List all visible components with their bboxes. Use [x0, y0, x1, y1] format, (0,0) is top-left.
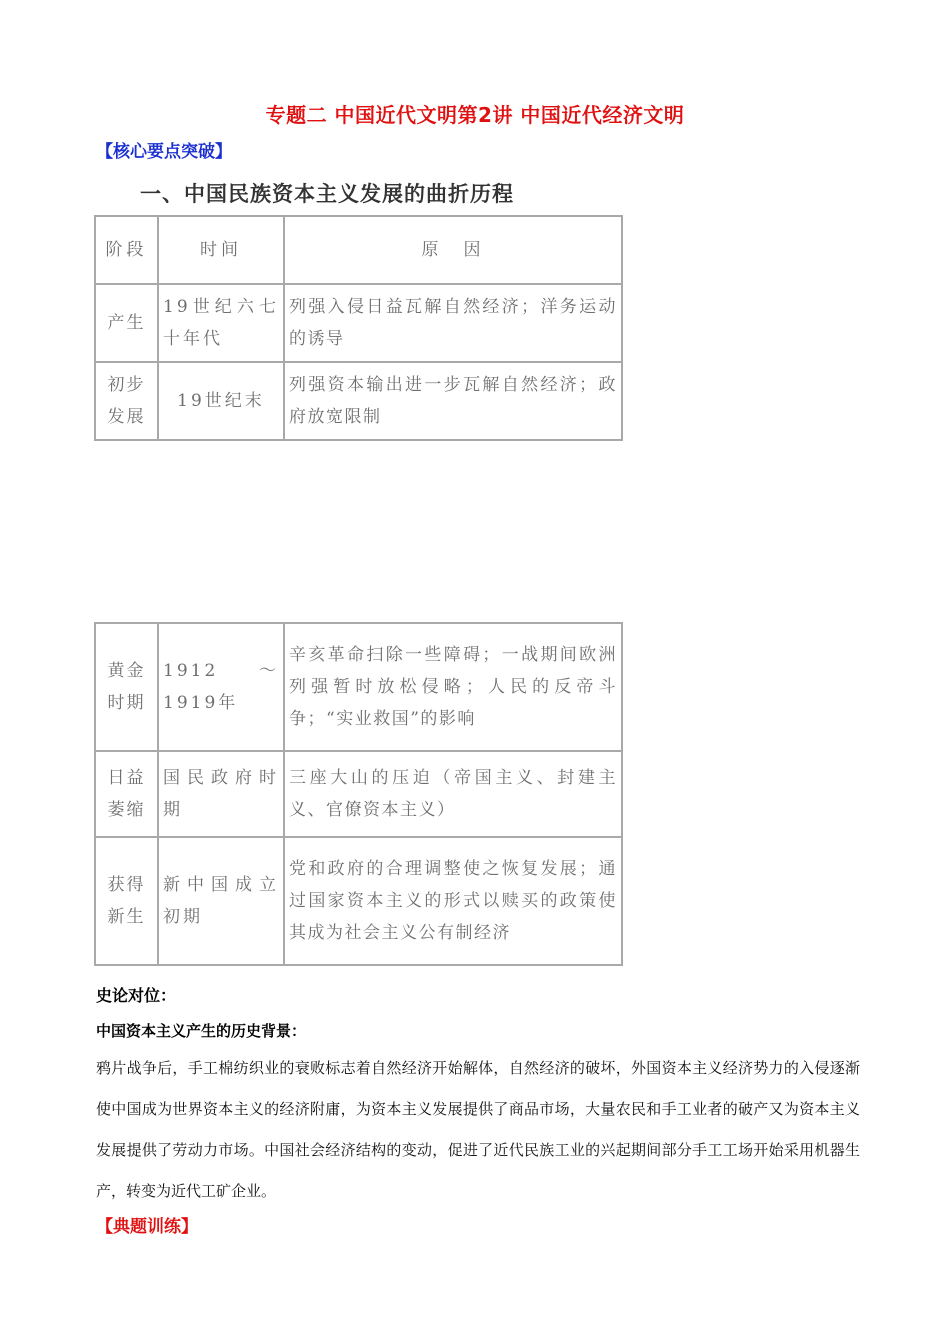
header-reason: 原 因: [284, 216, 622, 284]
row-reason: 列强入侵日益瓦解自然经济；洋务运动的诱导: [284, 284, 622, 362]
core-points-tag: 【核心要点突破】: [96, 142, 232, 162]
practice-tag: 【典题训练】: [96, 1217, 198, 1237]
row-reason: 三座大山的压迫（帝国主义、封建主义、官僚资本主义）: [284, 751, 622, 837]
row-stage: 黄金时期: [95, 623, 158, 751]
table-row: [95, 284, 622, 362]
row-stage: 获得新生: [95, 837, 158, 965]
table-row: [95, 837, 622, 965]
table-row: [95, 362, 622, 440]
row-stage: 日益萎缩: [95, 751, 158, 837]
header-stage: 阶段: [95, 216, 158, 284]
table-row: [95, 623, 622, 751]
row-time: 19世纪末: [158, 362, 284, 440]
row-reason: 党和政府的合理调整使之恢复发展；通过国家资本主义的形式以赎买的政策使其成为社会主义公有制经济: [284, 837, 622, 965]
history-table-part-1: [94, 215, 623, 441]
row-stage: 产生: [95, 284, 158, 362]
header-time: 时间: [158, 216, 284, 284]
row-time: 新中国成立初期: [158, 837, 284, 965]
document-title: 专题二 中国近代文明第2讲 中国近代经济文明: [265, 103, 685, 127]
row-time: 19世纪六七十年代: [158, 284, 284, 362]
background-paragraph: 鸦片战争后，手工棉纺织业的衰败标志着自然经济开始解体，自然经济的破坏，外国资本主义经济势力的入侵逐渐使中国成为世界资本主义的经济附庸，为资本主义发展提供了商品市场，大量农民和手工业者的破产又为资本主义发展提供了劳动力市场。中国社会经济结构的变动，促进了近代民族工业的兴起期间部分手工工场开始采用机器生产，转变为近代工矿企业。: [96, 1059, 860, 1200]
history-table-part-2: [94, 622, 623, 966]
row-time: 国民政府时期: [158, 751, 284, 837]
shilun-heading: 史论对位：: [96, 986, 177, 1005]
table-header-row: [95, 216, 622, 284]
row-time: 1912～1919年: [158, 623, 284, 751]
row-reason: 列强资本输出进一步瓦解自然经济；政府放宽限制: [284, 362, 622, 440]
section-heading: 一、中国民族资本主义发展的曲折历程: [140, 182, 514, 206]
row-reason: 辛亥革命扫除一些障碍；一战期间欧洲列强暂时放松侵略；人民的反帝斗争；“实业救国”的影响: [284, 623, 622, 751]
table-row: [95, 751, 622, 837]
row-stage: 初步发展: [95, 362, 158, 440]
background-heading: 中国资本主义产生的历史背景：: [96, 1022, 307, 1040]
